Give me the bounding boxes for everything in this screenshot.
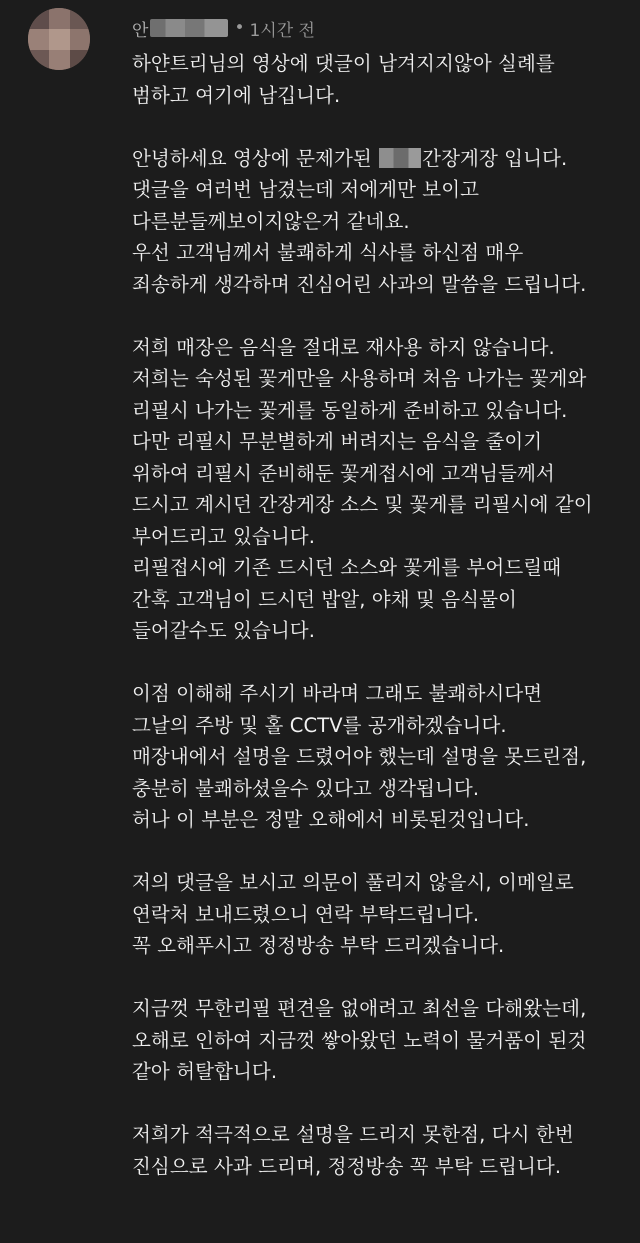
comment-line: 이점 이해해 주시기 바라며 그래도 불쾌하시다면 <box>132 682 543 705</box>
paragraph-gap <box>132 300 632 332</box>
comment-line: 우선 고객님께서 불쾌하게 식사를 하신점 매우 <box>132 241 524 264</box>
comment-line: 부어드리고 있습니다. <box>132 524 316 548</box>
author-avatar[interactable] <box>28 8 90 70</box>
comment-line: 매장내에서 설명을 드렸어야 했는데 설명을 못드린점, <box>132 745 587 768</box>
comment-line: 그날의 주방 및 홀 CCTV를 공개하겠습니다. <box>132 713 507 737</box>
comment-line: 같아 허탈합니다. <box>132 1060 278 1083</box>
paragraph-gap <box>132 1088 632 1120</box>
comment-line-text: 안녕하세요 영상에 문제가된 <box>132 146 379 170</box>
comment-line: 간혹 고객님이 드시던 밥알, 야채 및 음식물이 <box>132 587 517 611</box>
author-name-redaction <box>150 19 228 37</box>
paragraph-gap <box>132 647 632 679</box>
comment-line: 연락처 보내드렸으니 연락 부탁드립니다. <box>132 902 480 926</box>
comment-line: 리필시 나가는 꽃게를 동일하게 준비하고 있습니다. <box>132 398 568 422</box>
comment-line: 리필접시에 기존 드시던 소스와 꽃게를 부어드릴때 <box>132 556 562 579</box>
comment-line: 저희 매장은 음식을 절대로 재사용 하지 않습니다. <box>132 335 555 359</box>
comment-line: 지금껏 무한리필 편견을 없애려고 최선을 다해왔는데, <box>132 997 587 1020</box>
comment-line-text: 간장게장 입니다. <box>422 146 568 170</box>
author-name[interactable]: 안 <box>132 20 149 41</box>
comment-line: 진심으로 사과 드리며, 정정방송 꼭 부탁 드립니다. <box>132 1154 562 1178</box>
meta-separator: • <box>234 18 245 38</box>
comment-line: 허나 이 부분은 정말 오해에서 비롯된것입니다. <box>132 808 530 831</box>
comment-line: 다만 리필시 무분별하게 버려지는 음식을 줄이기 <box>132 430 543 453</box>
comment-header <box>132 14 315 42</box>
comment-line: 들어갈수도 있습니다. <box>132 619 316 642</box>
comment-line: 범하고 여기에 남깁니다. <box>132 83 341 107</box>
comment-line: 댓글을 여러번 남겼는데 저에게만 보이고 <box>132 178 480 201</box>
comment-timestamp[interactable]: 1시간 전 <box>249 20 315 41</box>
comment-line: 드시고 계시던 간장게장 소스 및 꽃게를 리필시에 같이 <box>132 493 593 516</box>
comment-line: 저희가 적극적으로 설명을 드리지 못한점, 다시 한번 <box>132 1123 574 1146</box>
paragraph-gap <box>132 836 632 868</box>
comment-line: 위하여 리필시 준비해둔 꽃게접시에 고객님들께서 <box>132 461 555 485</box>
comment-line <box>132 143 632 175</box>
comment-body <box>132 48 632 1182</box>
comment-line: 충분히 불쾌하셨을수 있다고 생각됩니다. <box>132 776 480 800</box>
business-name-redaction <box>379 148 421 168</box>
comment-line: 저희는 숙성된 꽃게만을 사용하며 처음 나가는 꽃게와 <box>132 367 587 390</box>
comment-line: 죄송하게 생각하며 진심어린 사과의 말씀을 드립니다. <box>132 272 587 296</box>
comment-line: 꼭 오해푸시고 정정방송 부탁 드리겠습니다. <box>132 934 505 957</box>
comment-line: 다른분들께보이지않은거 같네요. <box>132 209 410 233</box>
comment-line: 저의 댓글을 보시고 의문이 풀리지 않을시, 이메일로 <box>132 871 574 894</box>
comment-line: 오해로 인하여 지금껏 쌓아왔던 노력이 물거품이 된것 <box>132 1028 587 1052</box>
paragraph-gap <box>132 111 632 143</box>
comment-line: 하얀트리님의 영상에 댓글이 남겨지지않아 실례를 <box>132 52 555 75</box>
paragraph-gap <box>132 962 632 994</box>
